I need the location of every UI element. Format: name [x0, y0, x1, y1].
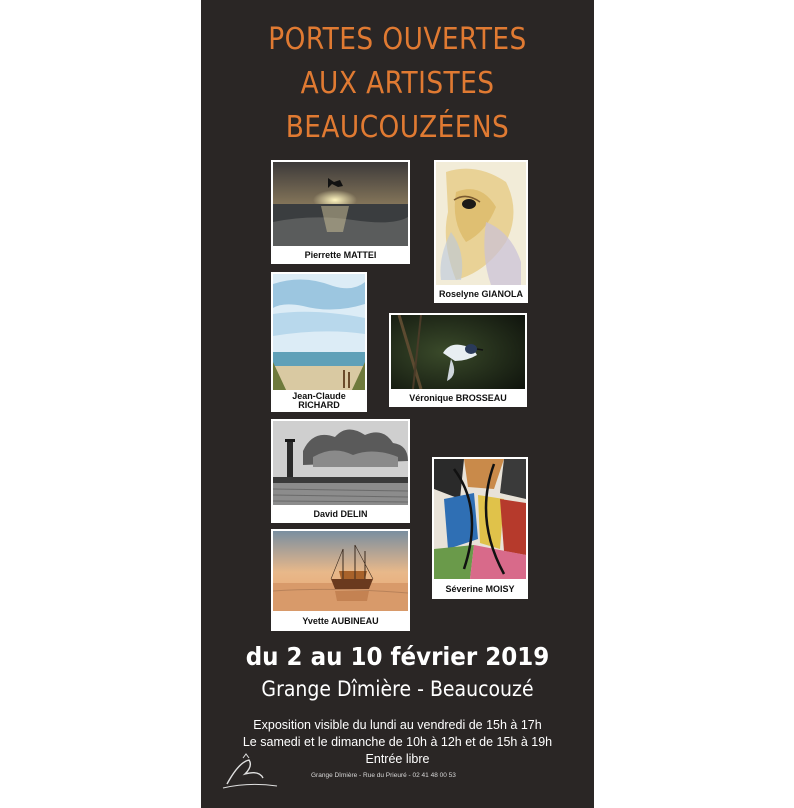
artist-caption: Yvette AUBINEAU [271, 611, 410, 631]
title-line-2: AUX ARTISTES [300, 66, 495, 101]
title-line-1: PORTES OUVERTES [268, 22, 527, 57]
artwork-image [273, 421, 408, 505]
info-line-3: Entrée libre [365, 752, 430, 766]
info-line-1: Exposition visible du lundi au vendredi de 15h à 17h [253, 718, 542, 732]
artwork-brosseau [389, 313, 527, 407]
artwork-image [436, 162, 526, 285]
artwork-richard [271, 272, 367, 412]
artist-caption: Roselyne GIANOLA [434, 285, 528, 303]
artwork-image [273, 531, 408, 613]
artwork-moisy [432, 457, 528, 599]
exhibition-dates: du 2 au 10 février 2019 [245, 642, 550, 671]
artist-caption: David DELIN [271, 505, 410, 523]
artwork-delin [271, 419, 410, 523]
artwork-image [273, 274, 365, 392]
artwork-mattei [271, 160, 410, 264]
artist-caption-line1: Jean-Claude [292, 391, 346, 401]
artist-caption-line2: RICHARD [298, 400, 340, 410]
footer-address: Grange Dîmière - Rue du Prieuré - 02 41 48 00 53 [311, 772, 456, 779]
artist-caption [271, 390, 367, 412]
artist-caption: Séverine MOISY [432, 579, 528, 599]
beaucouze-logo [219, 752, 283, 792]
artwork-gianola [434, 160, 528, 303]
exhibition-poster [201, 0, 594, 808]
title-line-3: BEAUCOUZÉENS [285, 110, 510, 145]
exhibition-venue: Grange Dîmière - Beaucouzé [261, 677, 534, 701]
artist-caption: Véronique BROSSEAU [389, 389, 527, 407]
artwork-aubineau [271, 529, 410, 631]
info-line-2: Le samedi et le dimanche de 10h à 12h et de 15h à 19h [242, 735, 553, 749]
artwork-image [273, 162, 408, 246]
artwork-image [391, 315, 525, 389]
artist-caption: Pierrette MATTEI [271, 246, 410, 264]
artwork-image [434, 459, 526, 579]
